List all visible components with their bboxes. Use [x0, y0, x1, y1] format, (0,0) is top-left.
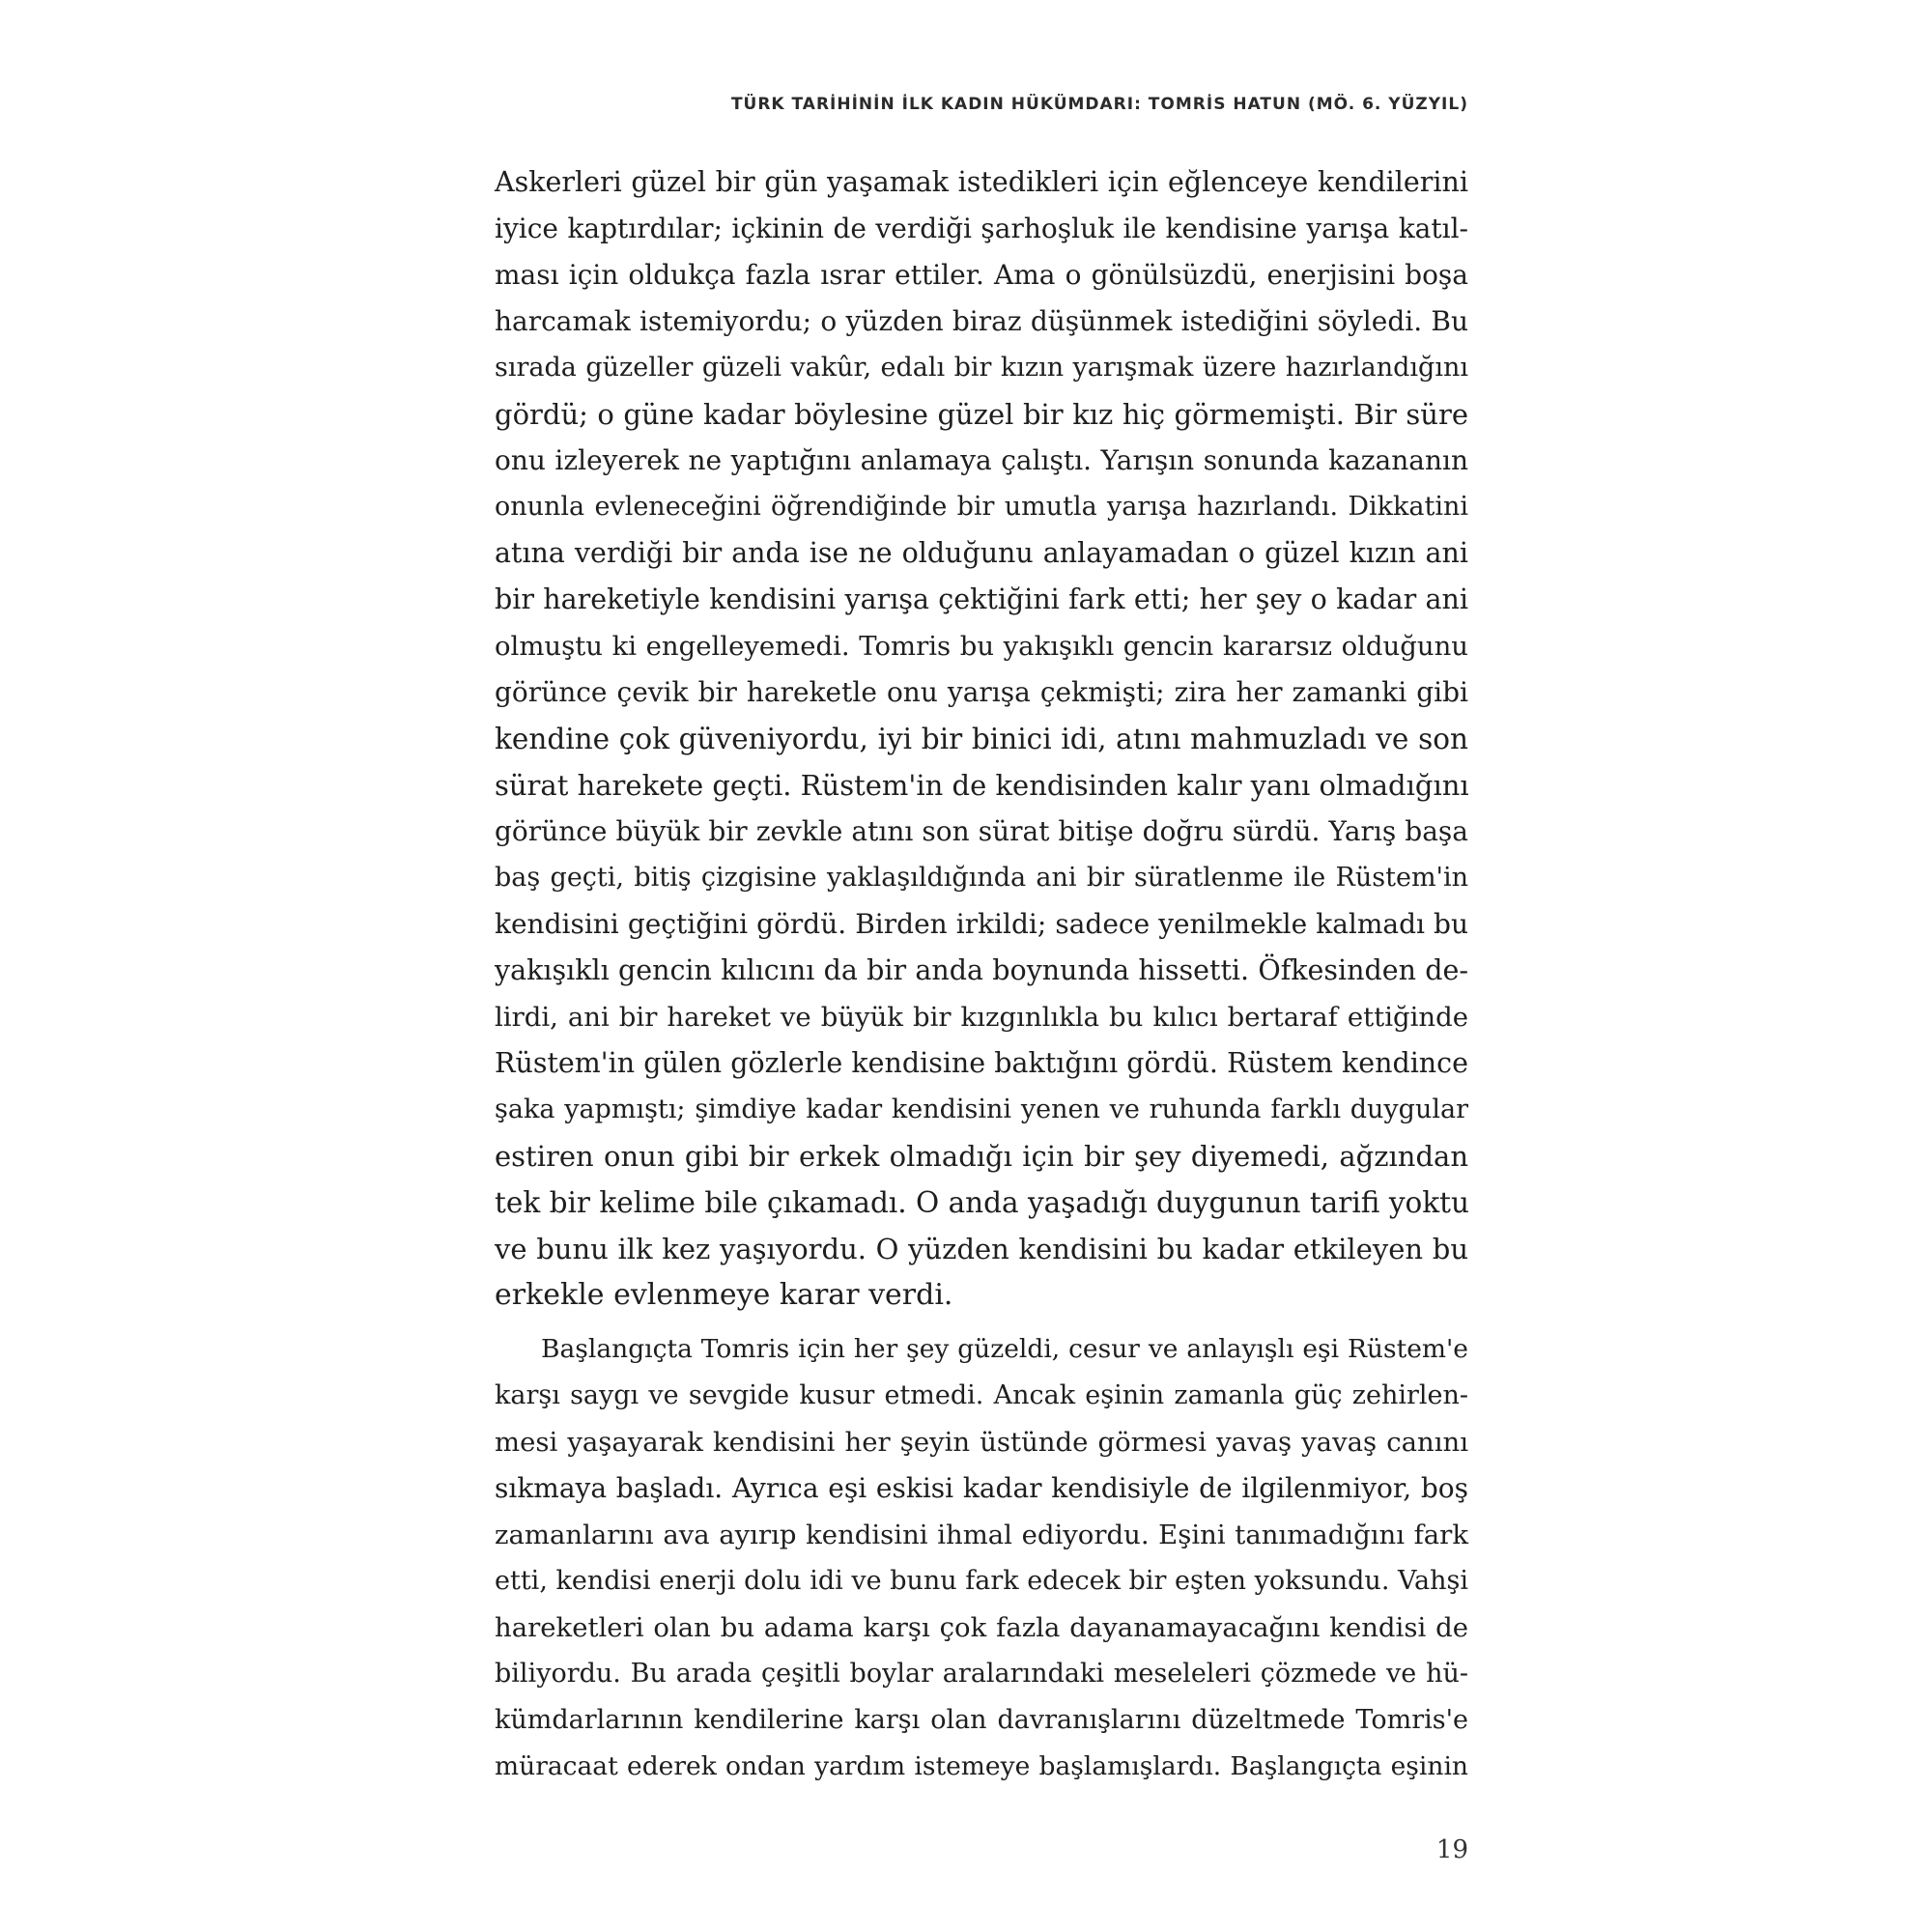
text-line: kendine çok güveniyordu, iyi bir binici idi, atını mahmuzladı ve son: [495, 723, 1468, 755]
text-line: müracaat ederek ondan yardım istemeye başlamışlardı. Başlangıçta eşinin: [495, 1751, 1468, 1781]
text-line: Askerleri güzel bir gün yaşamak istedikleri için eğlenceye kendilerini: [495, 166, 1468, 198]
text-line: Rüstem'in gülen gözlerle kendisine baktığını gördü. Rüstem kendince: [495, 1047, 1468, 1079]
paragraph-2: [495, 1326, 1468, 1790]
text-line: baş geçti, bitiş çizgisine yaklaşıldığında ani bir süratlenme ile Rüstem'in: [495, 863, 1468, 893]
text-line: yakışıklı gencin kılıcını da bir anda boynunda hissetti. Öfkesinden de-: [495, 954, 1468, 986]
paragraph-1: [495, 159, 1468, 1319]
text-line: atına verdiği bir anda ise ne olduğunu anlayamadan o güzel kızın ani: [495, 537, 1468, 569]
text-line: ması için oldukça fazla ısrar ettiler. Ama o gönülsüzdü, enerjisini boşa: [495, 259, 1468, 291]
text-line: şaka yapmıştı; şimdiye kadar kendisini yenen ve ruhunda farklı duygular: [495, 1094, 1468, 1124]
text-line: mesi yaşayarak kendisini her şeyin üstünde görmesi yavaş yavaş canını: [495, 1427, 1468, 1458]
text-line: olmuştu ki engelleyemedi. Tomris bu yakışıklı gencin kararsız olduğunu: [495, 631, 1468, 662]
text-line: etti, kendisi enerji dolu idi ve bunu fark edecek bir eşten yoksundu. Vahşi: [495, 1566, 1468, 1596]
text-line: ve bunu ilk kez yaşıyordu. O yüzden kendisini bu kadar etkileyen bu: [495, 1233, 1468, 1265]
text-line: onunla evleneceğini öğrendiğinde bir umutla yarışa hazırlandı. Dikkatini: [495, 492, 1468, 522]
text-line: kümdarlarının kendilerine karşı olan davranışlarını düzeltmede Tomris'e: [495, 1705, 1468, 1735]
text-line: görünce büyük bir zevkle atını son sürat bitişe doğru sürdü. Yarış başa: [495, 815, 1468, 847]
text-line: harcamak istemiyordu; o yüzden biraz düşünmek istediğini söyledi. Bu: [495, 305, 1468, 337]
text-line: sıkmaya başladı. Ayrıca eşi eskisi kadar kendisiyle de ilgilenmiyor, boş: [495, 1472, 1468, 1504]
text-line: biliyordu. Bu arada çeşitli boylar aralarındaki meseleleri çözmede ve hü-: [495, 1659, 1468, 1689]
page-number: 19: [1435, 1835, 1468, 1864]
text-line: bir hareketiyle kendisini yarışa çektiğini fark etti; her şey o kadar ani: [495, 583, 1468, 615]
text-line: sürat harekete geçti. Rüstem'in de kendisinden kalır yanı olmadığını: [495, 769, 1469, 802]
text-line: görünce çevik bir hareketle onu yarışa çekmişti; zira her zamanki gibi: [495, 676, 1468, 708]
text-line: hareketleri olan bu adama karşı çok fazla dayanamayacağını kendisi de: [495, 1612, 1468, 1643]
text-line: lirdi, ani bir hareket ve büyük bir kızgınlıkla bu kılıcı bertaraf ettiğinde: [495, 1002, 1468, 1033]
text-line: erkekle evlenmeye karar verdi.: [495, 1278, 953, 1312]
text-line: onu izleyerek ne yaptığını anlamaya çalıştı. Yarışın sonunda kazananın: [495, 444, 1468, 476]
text-line: gördü; o güne kadar böylesine güzel bir kız hiç görmemişti. Bir süre: [495, 398, 1468, 431]
text-line: estiren onun gibi bir erkek olmadığı için bir şey diyemedi, ağzından: [495, 1140, 1468, 1173]
text-line: iyice kaptırdılar; içkinin de verdiği şarhoşluk ile kendisine yarışa katıl-: [495, 213, 1468, 244]
text-line: tek bir kelime bile çıkamadı. O anda yaşadığı duygunun tarifi yoktu: [495, 1186, 1470, 1219]
text-line: zamanlarını ava ayırıp kendisini ihmal ediyordu. Eşini tanımadığını fark: [495, 1520, 1468, 1550]
text-line: kendisini geçtiğini gördü. Birden irkildi; sadece yenilmekle kalmadı bu: [495, 908, 1468, 940]
running-header: TÜRK TARİHİNİN İLK KADIN HÜKÜMDARI: TOMRİS HATUN (MÖ. 6. YÜZYIL): [730, 95, 1468, 114]
text-line: Başlangıçta Tomris için her şey güzeldi, cesur ve anlayışlı eşi Rüstem'e: [541, 1334, 1468, 1364]
text-line: karşı saygı ve sevgide kusur etmedi. Ancak eşinin zamanla güç zehirlen-: [495, 1380, 1468, 1410]
text-line: sırada güzeller güzeli vakûr, edalı bir kızın yarışmak üzere hazırlandığını: [495, 353, 1468, 383]
